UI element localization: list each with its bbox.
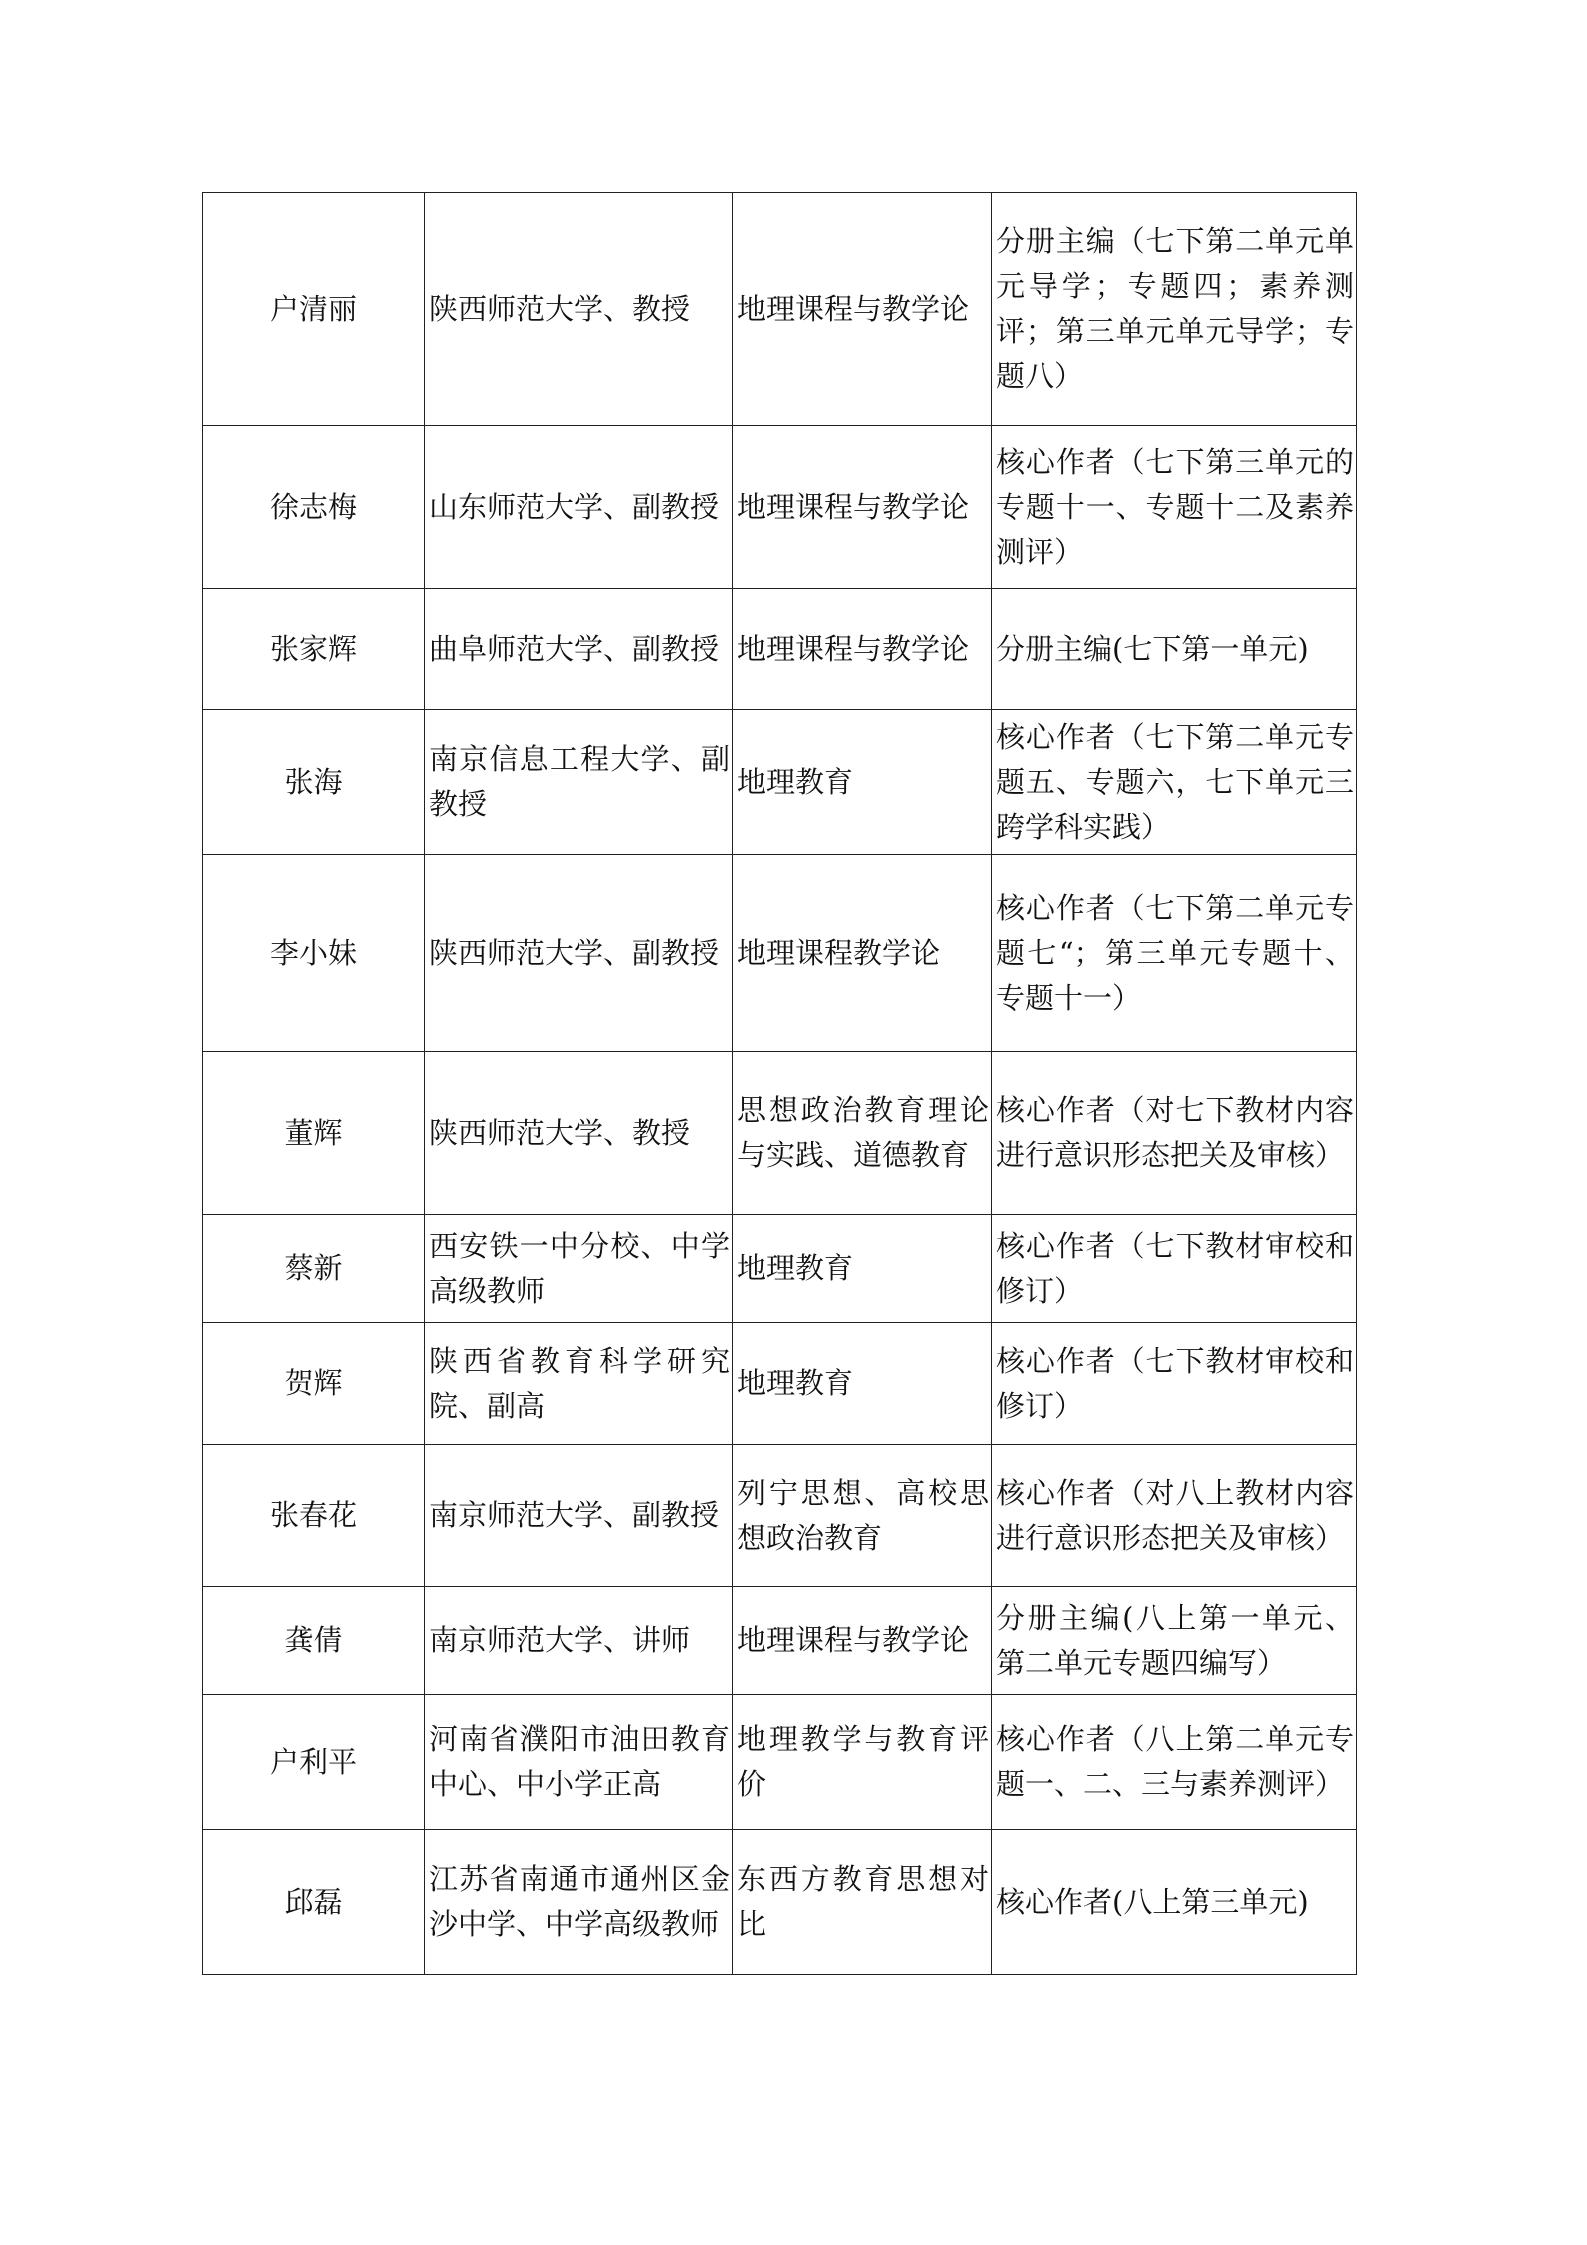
author-responsibility: 核心作者（对八上教材内容进行意识形态把关及审核） bbox=[992, 1445, 1357, 1587]
author-name: 张家辉 bbox=[203, 589, 425, 710]
author-responsibility: 核心作者（七下教材审校和修订） bbox=[992, 1215, 1357, 1323]
author-responsibility: 分册主编(八上第一单元、第二单元专题四编写） bbox=[992, 1587, 1357, 1695]
author-affiliation: 南京信息工程大学、副教授 bbox=[425, 710, 733, 855]
author-affiliation: 山东师范大学、副教授 bbox=[425, 426, 733, 589]
author-affiliation: 陕西师范大学、副教授 bbox=[425, 855, 733, 1052]
table-row bbox=[203, 589, 1357, 710]
table-row bbox=[203, 1323, 1357, 1445]
author-research-field: 地理教育 bbox=[733, 1323, 992, 1445]
table-row bbox=[203, 1215, 1357, 1323]
author-name: 董辉 bbox=[203, 1052, 425, 1215]
table-row bbox=[203, 1695, 1357, 1830]
table-row bbox=[203, 1445, 1357, 1587]
author-roster-table bbox=[202, 192, 1357, 1975]
author-affiliation: 陕西师范大学、教授 bbox=[425, 1052, 733, 1215]
author-responsibility: 核心作者（七下第二单元专题五、专题六，七下单元三跨学科实践） bbox=[992, 710, 1357, 855]
author-name: 龚倩 bbox=[203, 1587, 425, 1695]
author-responsibility: 分册主编(七下第一单元) bbox=[992, 589, 1357, 710]
author-research-field: 地理教育 bbox=[733, 1215, 992, 1323]
author-affiliation: 河南省濮阳市油田教育中心、中小学正高 bbox=[425, 1695, 733, 1830]
author-affiliation: 江苏省南通市通州区金沙中学、中学高级教师 bbox=[425, 1830, 733, 1975]
table-row bbox=[203, 1052, 1357, 1215]
author-research-field: 地理课程与教学论 bbox=[733, 426, 992, 589]
author-name: 户利平 bbox=[203, 1695, 425, 1830]
author-research-field: 地理课程与教学论 bbox=[733, 1587, 992, 1695]
table-row bbox=[203, 1830, 1357, 1975]
author-research-field: 东西方教育思想对比 bbox=[733, 1830, 992, 1975]
table-row bbox=[203, 426, 1357, 589]
author-responsibility: 核心作者（七下第二单元专题七“；第三单元专题十、专题十一） bbox=[992, 855, 1357, 1052]
author-responsibility: 核心作者(八上第三单元) bbox=[992, 1830, 1357, 1975]
author-name: 张春花 bbox=[203, 1445, 425, 1587]
author-responsibility: 分册主编（七下第二单元单元导学；专题四；素养测评；第三单元单元导学；专题八） bbox=[992, 193, 1357, 426]
author-affiliation: 曲阜师范大学、副教授 bbox=[425, 589, 733, 710]
author-research-field: 思想政治教育理论与实践、道德教育 bbox=[733, 1052, 992, 1215]
author-affiliation: 西安铁一中分校、中学高级教师 bbox=[425, 1215, 733, 1323]
author-affiliation: 陕西省教育科学研究院、副高 bbox=[425, 1323, 733, 1445]
author-affiliation: 南京师范大学、副教授 bbox=[425, 1445, 733, 1587]
author-research-field: 地理教育 bbox=[733, 710, 992, 855]
table-row bbox=[203, 855, 1357, 1052]
table-row bbox=[203, 193, 1357, 426]
author-name: 户清丽 bbox=[203, 193, 425, 426]
author-affiliation: 陕西师范大学、教授 bbox=[425, 193, 733, 426]
author-name: 李小妹 bbox=[203, 855, 425, 1052]
author-research-field: 列宁思想、高校思想政治教育 bbox=[733, 1445, 992, 1587]
author-responsibility: 核心作者（对七下教材内容进行意识形态把关及审核） bbox=[992, 1052, 1357, 1215]
author-research-field: 地理教学与教育评价 bbox=[733, 1695, 992, 1830]
author-responsibility: 核心作者（八上第二单元专题一、二、三与素养测评） bbox=[992, 1695, 1357, 1830]
author-name: 徐志梅 bbox=[203, 426, 425, 589]
author-research-field: 地理课程与教学论 bbox=[733, 589, 992, 710]
table-row bbox=[203, 710, 1357, 855]
author-name: 贺辉 bbox=[203, 1323, 425, 1445]
author-responsibility: 核心作者（七下教材审校和修订） bbox=[992, 1323, 1357, 1445]
author-name: 张海 bbox=[203, 710, 425, 855]
author-name: 蔡新 bbox=[203, 1215, 425, 1323]
author-affiliation: 南京师范大学、讲师 bbox=[425, 1587, 733, 1695]
table-row bbox=[203, 1587, 1357, 1695]
author-research-field: 地理课程教学论 bbox=[733, 855, 992, 1052]
author-research-field: 地理课程与教学论 bbox=[733, 193, 992, 426]
author-name: 邱磊 bbox=[203, 1830, 425, 1975]
author-responsibility: 核心作者（七下第三单元的专题十一、专题十二及素养测评） bbox=[992, 426, 1357, 589]
